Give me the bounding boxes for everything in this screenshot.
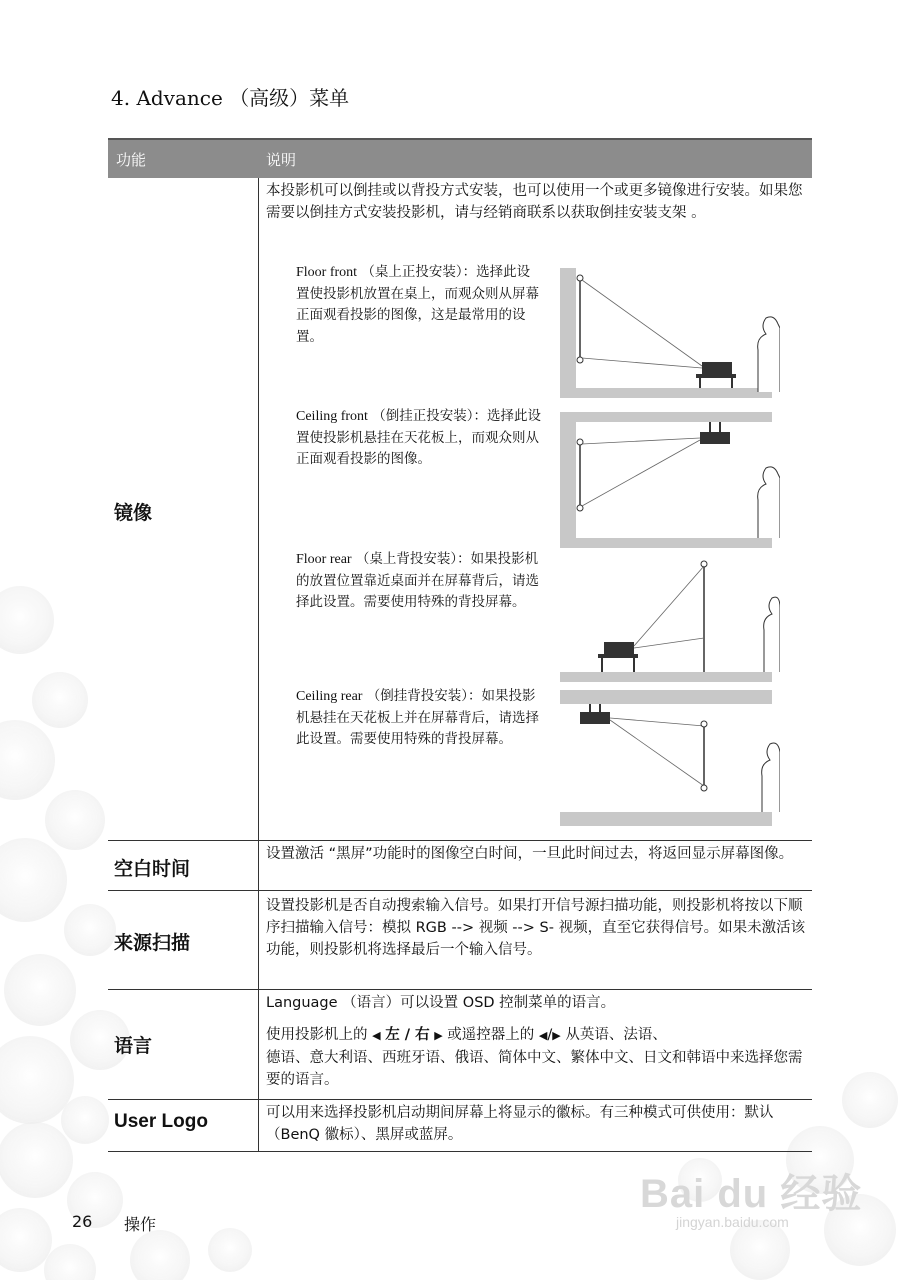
user-logo-desc: 可以用来选择投影机启动期间屏幕上将显示的徽标。有三种模式可供使用：默认 （BenQ 徽标）、黑屏或蓝屏。 <box>266 1105 774 1143</box>
watermark-url: jingyan.baidu.com <box>676 1214 789 1230</box>
column-divider <box>258 1099 259 1151</box>
table-row-mirror <box>108 178 812 841</box>
language-keys: 左 / 右 <box>385 1027 430 1043</box>
footer-section: 操作 <box>124 1215 157 1234</box>
table-row-user-logo <box>108 1099 812 1152</box>
language-line2a: 使用投影机上的 <box>266 1027 368 1043</box>
mode-name: Ceiling front <box>296 409 368 424</box>
header-description: 说明 <box>266 151 297 169</box>
table-row-source-scan <box>108 890 812 990</box>
mode-text: 选择此设置使投影机放置在桌上，而观众则从屏幕正面观看投影的图像，这是最常用的设置。 <box>296 264 539 345</box>
advance-menu-table <box>108 138 812 1143</box>
title-prefix: 4. Advance <box>111 86 223 110</box>
table-header <box>108 138 812 178</box>
mode-name: Ceiling rear <box>296 689 363 704</box>
remote-left-arrow-icon: ◀ <box>538 1029 548 1042</box>
column-divider <box>258 840 259 890</box>
table-row-language <box>108 989 812 1100</box>
ceiling-rear-diagram <box>560 690 780 830</box>
mode-floor-rear <box>296 549 541 614</box>
mode-text: 如果投影机悬挂在天花板上并在屏幕背后，请选择此设置。需要使用特殊的背投屏幕。 <box>296 688 539 747</box>
mode-cn: （倒挂正投安装）： <box>372 408 487 424</box>
column-divider <box>258 178 259 840</box>
mode-floor-front <box>296 262 541 348</box>
mode-text: 选择此设置使投影机悬挂在天花板上，而观众则从正面观看投影的图像。 <box>296 408 541 467</box>
mode-cn: （倒挂背投安装）： <box>366 688 482 704</box>
mirror-intro: 本投影机可以倒挂或以背投方式安装，也可以使用一个或更多镜像进行安装。如果您需要以倒挂方式安装投影机，请与经销商联系以获取倒挂安装支架 。 <box>266 183 803 221</box>
function-blank-time: 空白时间 <box>114 859 191 880</box>
page-number: 26 <box>72 1212 93 1231</box>
mode-name: Floor rear <box>296 552 352 567</box>
mode-name: Floor front <box>296 265 358 280</box>
left-arrow-icon: ◀ <box>372 1029 381 1042</box>
column-divider <box>258 890 259 989</box>
title-suffix: （高级）菜单 <box>229 86 350 110</box>
language-line3: 德语、意大利语、西班牙语、俄语、简体中文、繁体中文、日文和韩语中来选择您需要的语言。 <box>266 1050 803 1088</box>
right-arrow-icon: ▶ <box>434 1029 443 1042</box>
watermark-logo: Bai du 经验 <box>640 1172 863 1216</box>
mode-ceiling-front <box>296 406 541 471</box>
function-language: 语言 <box>114 1036 153 1057</box>
mode-ceiling-rear <box>296 686 541 751</box>
remote-right-arrow-icon: ▶ <box>552 1029 561 1042</box>
source-scan-desc: 设置投影机是否自动搜索输入信号。如果打开信号源扫描功能，则投影机将按以下顺序扫描输入信号：模拟 RGB --> 视频 --> S- 视频，直至它获得信号。如果未激活该功能，则投影机将选择最后一个输入信号。 <box>266 898 806 958</box>
mode-cn: （桌上正投安装）： <box>361 264 477 280</box>
mode-cn: （桌上背投安装）： <box>355 551 471 567</box>
blank-time-desc: 设置激活 “黑屏”功能时的图像空白时间，一旦此时间过去，将返回显示屏幕图像。 <box>266 846 794 862</box>
floor-rear-diagram <box>560 556 780 688</box>
language-slash: / <box>547 1027 553 1043</box>
table-row-blank-time <box>108 840 812 891</box>
column-divider <box>258 989 259 1099</box>
language-line2c: 从英语、法语、 <box>565 1027 667 1043</box>
ceiling-front-diagram <box>560 412 780 552</box>
language-line2b: 或遥控器上的 <box>447 1027 535 1043</box>
page-title <box>111 82 349 111</box>
language-line2 <box>266 1024 806 1047</box>
language-line1: Language （语言）可以设置 OSD 控制菜单的语言。 <box>266 995 616 1011</box>
header-function: 功能 <box>116 151 147 169</box>
mode-text: 如果投影机的放置位置靠近桌面并在屏幕背后，请选择此设置。需要使用特殊的背投屏幕。 <box>296 551 539 610</box>
function-user-logo: User Logo <box>114 1111 208 1132</box>
function-mirror: 镜像 <box>114 503 153 524</box>
function-source-scan: 来源扫描 <box>114 933 191 954</box>
language-desc <box>266 992 806 1091</box>
floor-front-diagram <box>560 268 780 403</box>
